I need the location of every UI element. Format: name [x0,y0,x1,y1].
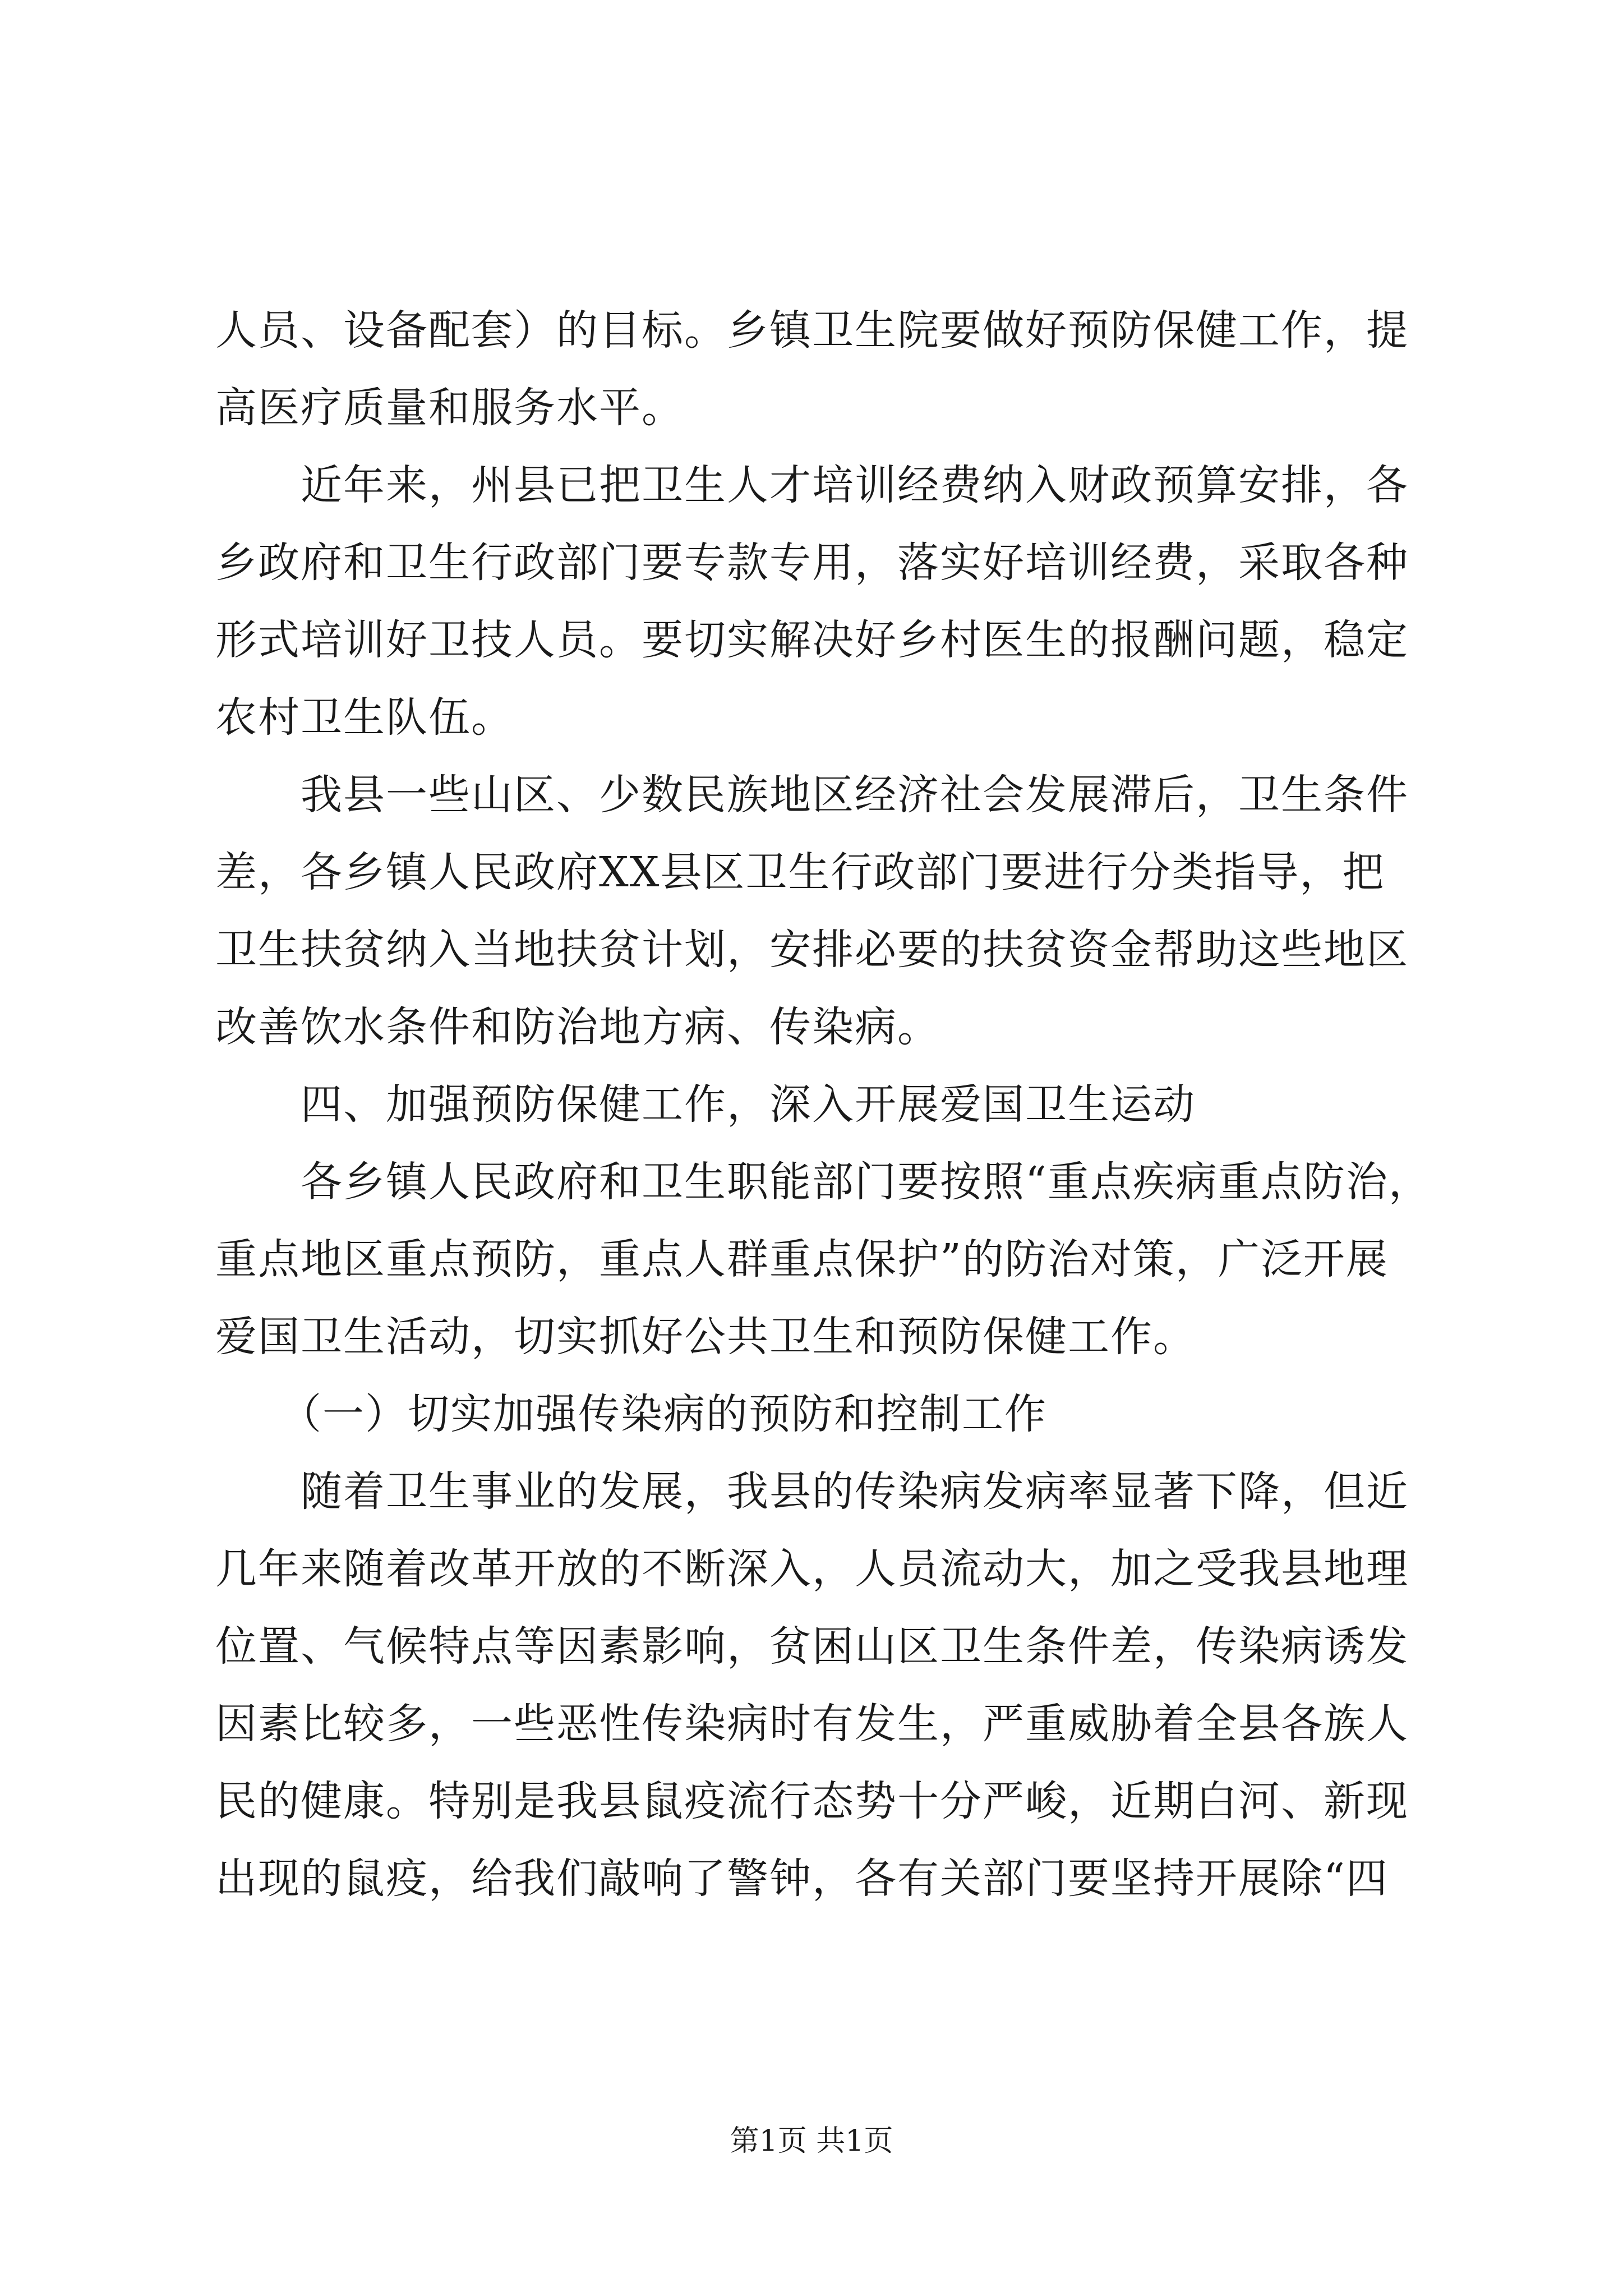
text-line-12: 各乡镇人民政府和卫生职能部门要按照“重点疾病重点防治， [215,1158,1431,1206]
text-line-1: 人员、设备配套）的目标。乡镇卫生院要做好预防保健工作，提 [215,306,1409,355]
subsection-heading: （一）切实加强传染病的预防和控制工作 [215,1390,1047,1438]
text-line-8: 差，各乡镇人民政府XX县区卫生行政部门要进行分类指导，把 [215,848,1385,896]
text-line-5: 形式培训好卫技人员。要切实解决好乡村医生的报酬问题，稳定 [215,616,1409,664]
text-line-4: 乡政府和卫生行政部门要专款专用，落实好培训经费，采取各种 [215,539,1409,587]
text-line-3: 近年来，州县已把卫生人才培训经费纳入财政预算安排，各 [215,461,1409,509]
text-line-16: 随着卫生事业的发展，我县的传染病发病率显著下降，但近 [215,1467,1409,1516]
text-line-10: 改善饮水条件和防治地方病、传染病。 [215,1003,940,1051]
text-line-13: 重点地区重点预防，重点人群重点保护”的防治对策，广泛开展 [215,1235,1389,1283]
text-line-6: 农村卫生队伍。 [215,693,514,742]
section-heading: 四、加强预防保健工作，深入开展爱国卫生运动 [215,1080,1196,1129]
text-line-18: 位置、气候特点等因素影响，贫困山区卫生条件差，传染病诱发 [215,1622,1409,1671]
text-line-14: 爱国卫生活动，切实抓好公共卫生和预防保健工作。 [215,1313,1196,1361]
text-line-9: 卫生扶贫纳入当地扶贫计划，安排必要的扶贫资金帮助这些地区 [215,926,1409,974]
text-line-19: 因素比较多，一些恶性传染病时有发生，严重威胁着全县各族人 [215,1700,1409,1748]
text-line-21: 出现的鼠疫，给我们敲响了警钟，各有关部门要坚持开展除“四 [215,1855,1389,1903]
text-line-7: 我县一些山区、少数民族地区经济社会发展滞后，卫生条件 [215,771,1409,819]
page-number-footer: 第1页 共1页 [730,2124,893,2158]
text-line-20: 民的健康。特别是我县鼠疫流行态势十分严峻，近期白河、新现 [215,1777,1409,1825]
document-body [215,292,1432,1917]
text-line-2: 高医疗质量和服务水平。 [215,384,684,432]
text-line-17: 几年来随着改革开放的不断深入，人员流动大，加之受我县地理 [215,1545,1409,1593]
